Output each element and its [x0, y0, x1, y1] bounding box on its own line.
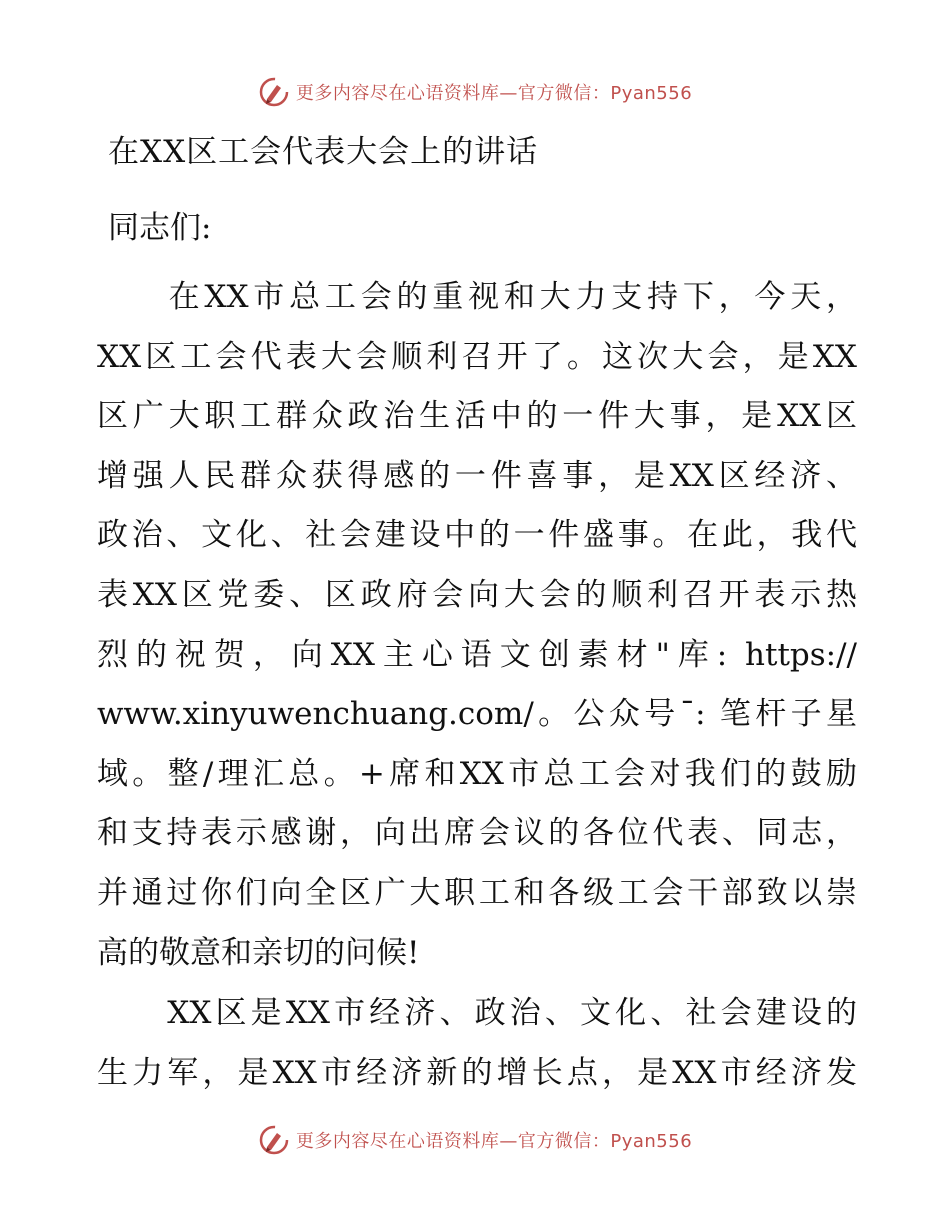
text-line: 在XX市总工会的重视和大力支持下，今天， — [97, 279, 857, 315]
text-line: www.xinyuwenchuang.com/。公众号¯: 笔杆子星 — [97, 696, 857, 733]
text-line: 并通过你们向全区广大职工和各级工会干部致以崇 — [97, 874, 857, 911]
text-line: 政治、文化、社会建设中的一件盛事。在此，我代 — [97, 517, 857, 554]
paragraph-1 — [97, 268, 857, 983]
pen-logo-icon — [258, 76, 290, 108]
text-line: XX区是XX市经济、政治、文化、社会建设的 — [97, 995, 857, 1031]
footer-banner — [0, 1120, 950, 1160]
banner-text: 更多内容尽在心语资料库—官方微信：Pyan556 — [295, 83, 693, 104]
banner-text: 更多内容尽在心语资料库—官方微信：Pyan556 — [295, 1131, 693, 1152]
text-line: 区广大职工群众政治生活中的一件大事，是XX区 — [97, 398, 857, 435]
text-line: 高的敬意和亲切的问候! — [97, 934, 420, 971]
text-line: XX区工会代表大会顺利召开了。这次大会，是XX — [97, 338, 857, 375]
text-line: 表XX区党委、区政府会向大会的顺利召开表示热 — [97, 576, 857, 613]
salutation: 同志们: — [108, 210, 212, 246]
header-banner — [0, 72, 950, 112]
text-line: 增强人民群众获得感的一件喜事，是XX区经济、 — [97, 457, 857, 494]
text-line: 域。整/理汇总。+席和XX市总工会对我们的鼓励 — [97, 755, 857, 792]
text-line: 生力军，是XX市经济新的增长点，是XX市经济发 — [97, 1054, 857, 1091]
document-title: 在XX区工会代表大会上的讲话 — [108, 134, 539, 170]
text-line: 烈的祝贺，向XX主心语文创素材"库: https:// — [97, 636, 857, 673]
paragraph-2 — [97, 984, 857, 1103]
pen-logo-icon — [258, 1124, 290, 1156]
text-line: 和支持表示感谢，向出席会议的各位代表、同志， — [97, 815, 857, 852]
